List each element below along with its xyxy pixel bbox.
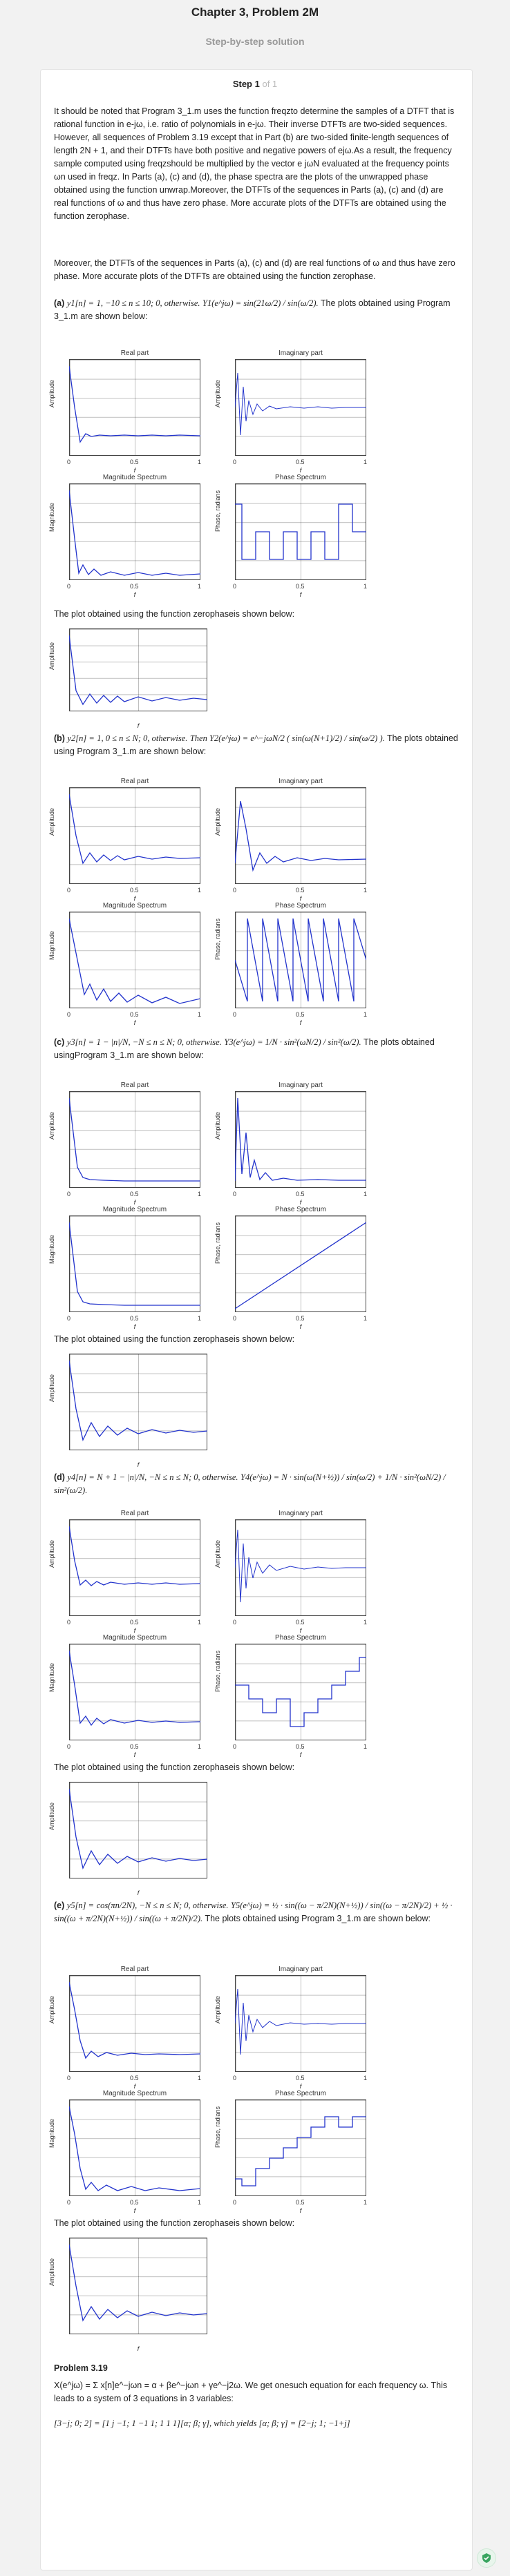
plot-a-mag <box>48 474 202 598</box>
part-c-tail: The plots obtained usingProgram 3_1.m are shown below: <box>54 1037 435 1060</box>
tick: 0.5 <box>296 2199 305 2206</box>
tick: 1 <box>363 1619 368 1626</box>
part-c-label: (c) <box>54 1037 65 1047</box>
plot-c-zerophase <box>48 1354 207 1468</box>
plot-e-real <box>48 1965 202 2090</box>
tick: 1 <box>198 2075 202 2082</box>
part-a-label: (a) <box>54 298 65 308</box>
part-d-label: (d) <box>54 1472 65 1482</box>
plot-curve <box>235 912 366 1008</box>
part-e-text <box>54 1899 459 1925</box>
zerophase-text-d: The plot obtained using the function zerophaseis shown below: <box>54 1762 295 1772</box>
tick: 0 <box>233 1011 237 1018</box>
zerophase-text-e: The plot obtained using the function zerophaseis shown below: <box>54 2218 295 2228</box>
plot-title: Real part <box>120 1082 149 1089</box>
tick: 0 <box>233 887 237 894</box>
tick: 0.5 <box>296 459 305 465</box>
plot-curve <box>69 1519 200 1616</box>
tick: 0 <box>233 459 237 465</box>
plot-curve <box>235 359 366 456</box>
part-d-dtft: Y4(e^jω) = N · sin(ω(N+½)) / sin(ω/2) + 1/N · sin²(ωN/2) / sin²(ω/2). <box>54 1472 446 1495</box>
tick: 1 <box>198 2199 202 2206</box>
plot-xlabel: f <box>133 1199 136 1206</box>
plot-b-real <box>48 778 202 902</box>
tick: 0 <box>67 1315 71 1322</box>
plot-b-mag <box>48 902 202 1026</box>
plot-xlabel: f <box>299 1751 302 1758</box>
tick: 1 <box>198 583 202 590</box>
tick: 1 <box>198 1743 202 1750</box>
plot-a-imag <box>214 349 368 474</box>
verified-badge[interactable] <box>477 2548 496 2568</box>
plot-ylabel: Amplitude <box>48 807 55 836</box>
plot-xlabel: f <box>133 467 136 474</box>
tick: 1 <box>198 1191 202 1198</box>
plot-c-real <box>48 1082 202 1206</box>
tick: 0 <box>67 887 71 894</box>
tick: 1 <box>363 1011 368 1018</box>
check-shield-icon <box>481 2553 492 2564</box>
plot-ylabel: Phase, radians <box>214 1650 221 1692</box>
part-b-text <box>54 732 459 758</box>
part-e-label: (e) <box>54 1901 65 1910</box>
plot-ylabel: Phase, radians <box>214 490 221 532</box>
plot-title: Imaginary part <box>278 1510 323 1517</box>
plot-title: Magnitude Spectrum <box>102 1634 167 1642</box>
plot-xlabel: f <box>137 722 140 729</box>
tick: 0.5 <box>130 1315 139 1322</box>
plot-ylabel: Magnitude <box>48 930 55 960</box>
plot-curve <box>69 1091 200 1188</box>
plot-xlabel: f <box>299 2083 302 2090</box>
plot-curve <box>69 1782 207 1878</box>
plot-ylabel: Magnitude <box>48 502 55 532</box>
part-b-name: y2[n] = <box>67 733 95 743</box>
part-a-cases: 1, −10 ≤ n ≤ 10; 0, otherwise. <box>96 298 200 308</box>
tick: 0.5 <box>296 1191 305 1198</box>
plot-curve <box>235 1644 366 1740</box>
plot-ylabel: Amplitude <box>214 1995 221 2024</box>
part-e-tail: The plots obtained using Program 3_1.m are shown below: <box>205 1914 431 1923</box>
plot-xlabel: f <box>299 591 302 598</box>
plot-curve <box>235 1215 366 1312</box>
plot-xlabel: f <box>133 2207 136 2214</box>
plot-title: Magnitude Spectrum <box>102 1206 167 1213</box>
plot-ylabel: Amplitude <box>48 1374 55 1402</box>
plot-curve <box>69 483 200 580</box>
plot-e-zerophase <box>48 2238 207 2352</box>
part-b-cases: 1, 0 ≤ n ≤ N; 0, otherwise. <box>97 733 188 743</box>
tick: 1 <box>198 1011 202 1018</box>
plot-title: Phase Spectrum <box>275 902 326 910</box>
plot-title: Real part <box>120 1510 149 1517</box>
plot-curve <box>69 1975 200 2072</box>
plot-e-mag <box>48 2090 202 2214</box>
tick: 0.5 <box>296 583 305 590</box>
tick: 0.5 <box>130 2075 139 2082</box>
plot-title: Phase Spectrum <box>275 2090 326 2097</box>
plot-xlabel: f <box>299 1019 302 1026</box>
part-c-dtft: Y3(e^jω) = 1/N · sin²(ωN/2) / sin²(ω/2). <box>224 1037 361 1047</box>
tick: 0.5 <box>130 583 139 590</box>
tick: 0 <box>67 1743 71 1750</box>
plot-ylabel: Magnitude <box>48 1662 55 1692</box>
part-b-tail: The plots obtained using Program 3_1.m are shown below: <box>54 733 458 756</box>
plot-ylabel: Amplitude <box>48 1111 55 1140</box>
plot-xlabel: f <box>299 2207 302 2214</box>
tick: 0 <box>67 1191 71 1198</box>
plot-curve <box>235 787 366 884</box>
plot-title: Real part <box>120 349 149 357</box>
plot-curve <box>235 1975 366 2072</box>
plot-curve <box>235 1091 366 1188</box>
tick: 0.5 <box>296 1315 305 1322</box>
part-b-dtft: Then Y2(e^jω) = e^−jωN/2 ( sin(ω(N+1)/2) / sin(ω/2) ). <box>189 733 385 743</box>
plot-c-phase <box>214 1206 368 1330</box>
tick: 0.5 <box>296 2075 305 2082</box>
zerophase-text-a: The plot obtained using the function zerophaseis shown below: <box>54 609 295 619</box>
plot-ylabel: Amplitude <box>48 1539 55 1568</box>
tick: 0 <box>233 2199 237 2206</box>
plot-title: Imaginary part <box>278 1965 323 1973</box>
plot-curve <box>69 1644 200 1740</box>
tick: 0 <box>67 2199 71 2206</box>
plot-ylabel: Amplitude <box>48 1802 55 1830</box>
tick: 0 <box>67 2075 71 2082</box>
plot-xlabel: f <box>133 1323 136 1330</box>
plot-ylabel: Amplitude <box>48 642 55 670</box>
plot-title: Phase Spectrum <box>275 474 326 481</box>
intro-paragraph-2: Moreover, the DTFTs of the sequences in Parts (a), (c) and (d) are real functions of ω and thus have zero phase. More accurate plots of the DTFTs are obtained using the function zerophase. <box>54 258 455 281</box>
plot-xlabel: f <box>133 2083 136 2090</box>
tick: 0 <box>233 1619 237 1626</box>
plot-e-imag <box>214 1965 368 2090</box>
tick: 0.5 <box>296 1011 305 1018</box>
intro-paragraph: It should be noted that Program 3_1.m uses the function freqzto determine the samples of a DTFT that is rational function in e-jω, i.e. ratio of polynomials in e-jω. Their inverse DTFTs are two-sided sequences. However, all sequences of Problem 3.19 except that in Part (b) are two-sided finite-length sequences of length 2N + 1, and their DTFTs have both positive and negative powers of ejω.As a result, the frequency sample computed using freqzshould be multiplied by the vector e jωN evaluated at the frequency points ωn used in freqz. In Parts (a), (c) and (d), the phase spectra are the plots of the unwrapped phase obtained using the function unwrap.Moreover, the DTFTs of the sequences in Parts (a), (c) and (d) are real functions of ω and thus have zero phase. More accurate plots of the DTFTs are obtained using the function zerophase. <box>54 106 455 221</box>
tick: 0.5 <box>130 459 139 465</box>
plot-ylabel: Phase, radians <box>214 918 221 960</box>
problem-319-eq: X(e^jω) = Σ x[n]e^−jωn = α + βe^−jωn + γe^−j2ω. We get onesuch equation for each frequency ω. This leads to a system of 3 equations in 3 variables: <box>54 2381 448 2403</box>
part-d-name: y4[n] = <box>67 1472 95 1482</box>
tick: 1 <box>198 459 202 465</box>
plot-xlabel: f <box>299 1627 302 1634</box>
part-e-cases: cos(πn/2N), −N ≤ n ≤ N; 0, otherwise. <box>96 1901 229 1910</box>
tick: 0 <box>67 1011 71 1018</box>
plot-curve <box>69 359 200 456</box>
plot-title: Magnitude Spectrum <box>102 474 167 481</box>
solution-subtitle: Step-by-step solution <box>205 36 305 47</box>
chapter-title: Chapter 3, Problem 2M <box>191 6 319 19</box>
tick: 0 <box>233 1191 237 1198</box>
tick: 1 <box>363 583 368 590</box>
part-e-dtft: Y5(e^jω) = ½ · sin((ω − π/2N)(N+½)) / sin((ω − π/2N)/2) + ½ · sin((ω + π/2N)(N+½)) / sin((ω + π/2N)/2). <box>54 1901 453 1923</box>
plot-ylabel: Phase, radians <box>214 1222 221 1264</box>
problem-319-matrix: [3−j; 0; 2] = [1 j −1; 1 −1 1; 1 1 1][α; β; γ], which yields [α; β; γ] = [2−j; 1; −1+j] <box>54 2419 350 2428</box>
plot-e-phase <box>214 2090 368 2214</box>
part-a-text <box>54 297 459 323</box>
plot-curve <box>69 1215 200 1312</box>
part-a-dtft: Y1(e^jω) = sin(21ω/2) / sin(ω/2). <box>202 298 319 308</box>
tick: 1 <box>363 459 368 465</box>
plot-title: Imaginary part <box>278 1082 323 1089</box>
plot-xlabel: f <box>299 467 302 474</box>
plot-xlabel: f <box>133 1751 136 1758</box>
tick: 0.5 <box>130 2199 139 2206</box>
plot-curve <box>69 1354 207 1450</box>
plot-xlabel: f <box>299 1323 302 1330</box>
tick: 0 <box>67 583 71 590</box>
tick: 1 <box>363 1743 368 1750</box>
plot-ylabel: Amplitude <box>48 2258 55 2286</box>
plot-title: Imaginary part <box>278 778 323 785</box>
tick: 0.5 <box>296 1743 305 1750</box>
part-d-cases: N + 1 − |n|/N, −N ≤ n ≤ N; 0, otherwise. <box>97 1472 238 1482</box>
part-c-name: y3[n] = <box>66 1037 95 1047</box>
tick: 1 <box>363 1315 368 1322</box>
plot-d-zerophase <box>48 1782 207 1896</box>
plot-ylabel: Amplitude <box>214 1539 221 1568</box>
plot-xlabel: f <box>137 2345 140 2352</box>
plot-a-zerophase <box>48 628 207 729</box>
plot-curve <box>235 483 366 580</box>
plot-title: Real part <box>120 1965 149 1973</box>
plot-a-real <box>48 349 202 474</box>
plot-d-mag <box>48 1634 202 1758</box>
plot-title: Imaginary part <box>278 349 323 357</box>
step-indicator <box>0 79 510 89</box>
plot-xlabel: f <box>299 1199 302 1206</box>
plot-ylabel: Amplitude <box>48 1995 55 2024</box>
plot-xlabel: f <box>133 895 136 902</box>
tick: 1 <box>363 2075 368 2082</box>
plot-ylabel: Magnitude <box>48 1234 55 1264</box>
plot-curve <box>235 2099 366 2196</box>
tick: 1 <box>363 1191 368 1198</box>
plot-curve <box>69 2099 200 2196</box>
plot-b-phase <box>214 902 368 1026</box>
plot-d-imag <box>214 1510 368 1634</box>
plot-ylabel: Amplitude <box>214 1111 221 1140</box>
plot-ylabel: Amplitude <box>48 379 55 407</box>
tick: 0.5 <box>130 1011 139 1018</box>
plot-title: Magnitude Spectrum <box>102 902 167 910</box>
tick: 0 <box>233 2075 237 2082</box>
tick: 0.5 <box>130 1619 139 1626</box>
tick: 0.5 <box>130 1743 139 1750</box>
plot-title: Phase Spectrum <box>275 1206 326 1213</box>
part-d-text <box>54 1471 459 1497</box>
plot-a-phase <box>214 474 368 598</box>
plot-curve <box>69 2238 207 2334</box>
plot-xlabel: f <box>137 1890 140 1896</box>
zerophase-text-c: The plot obtained using the function zerophaseis shown below: <box>54 1334 295 1344</box>
plot-curve <box>235 1519 366 1616</box>
plot-d-real <box>48 1510 202 1634</box>
tick: 1 <box>198 1315 202 1322</box>
tick: 1 <box>198 887 202 894</box>
plot-title: Magnitude Spectrum <box>102 2090 167 2097</box>
plot-b-imag <box>214 778 368 902</box>
plot-curve <box>69 628 207 711</box>
plot-xlabel: f <box>299 895 302 902</box>
tick: 0 <box>233 1743 237 1750</box>
tick: 1 <box>198 1619 202 1626</box>
plot-d-phase <box>214 1634 368 1758</box>
plot-c-mag <box>48 1206 202 1330</box>
step-label: Step 1 <box>232 79 260 89</box>
part-a-tail: The plots obtained using Program 3_1.m are shown below: <box>54 298 451 321</box>
plot-curve <box>69 912 200 1008</box>
step-of: of 1 <box>262 79 278 89</box>
plot-ylabel: Amplitude <box>214 807 221 836</box>
tick: 1 <box>363 887 368 894</box>
plot-ylabel: Magnitude <box>48 2118 55 2148</box>
plot-xlabel: f <box>133 591 136 598</box>
plot-xlabel: f <box>137 1461 140 1468</box>
part-e-name: y5[n] = <box>66 1901 95 1910</box>
part-b-label: (b) <box>54 733 65 743</box>
plot-curve <box>69 787 200 884</box>
plot-xlabel: f <box>133 1627 136 1634</box>
tick: 0 <box>67 459 71 465</box>
tick: 0.5 <box>130 1191 139 1198</box>
tick: 0 <box>67 1619 71 1626</box>
part-c-text <box>54 1036 459 1062</box>
tick: 0 <box>233 583 237 590</box>
plot-title: Phase Spectrum <box>275 1634 326 1642</box>
problem-319-title: Problem 3.19 <box>54 2363 108 2373</box>
tick: 0.5 <box>296 887 305 894</box>
part-c-cases: 1 − |n|/N, −N ≤ n ≤ N; 0, otherwise. <box>96 1037 222 1047</box>
plot-c-imag <box>214 1082 368 1206</box>
plot-xlabel: f <box>133 1019 136 1026</box>
plot-title: Real part <box>120 778 149 785</box>
tick: 0.5 <box>296 1619 305 1626</box>
plot-ylabel: Amplitude <box>214 379 221 407</box>
tick: 1 <box>363 2199 368 2206</box>
tick: 0 <box>233 1315 237 1322</box>
part-a-name: y1[n] = <box>66 298 95 308</box>
plot-ylabel: Phase, radians <box>214 2106 221 2148</box>
tick: 0.5 <box>130 887 139 894</box>
